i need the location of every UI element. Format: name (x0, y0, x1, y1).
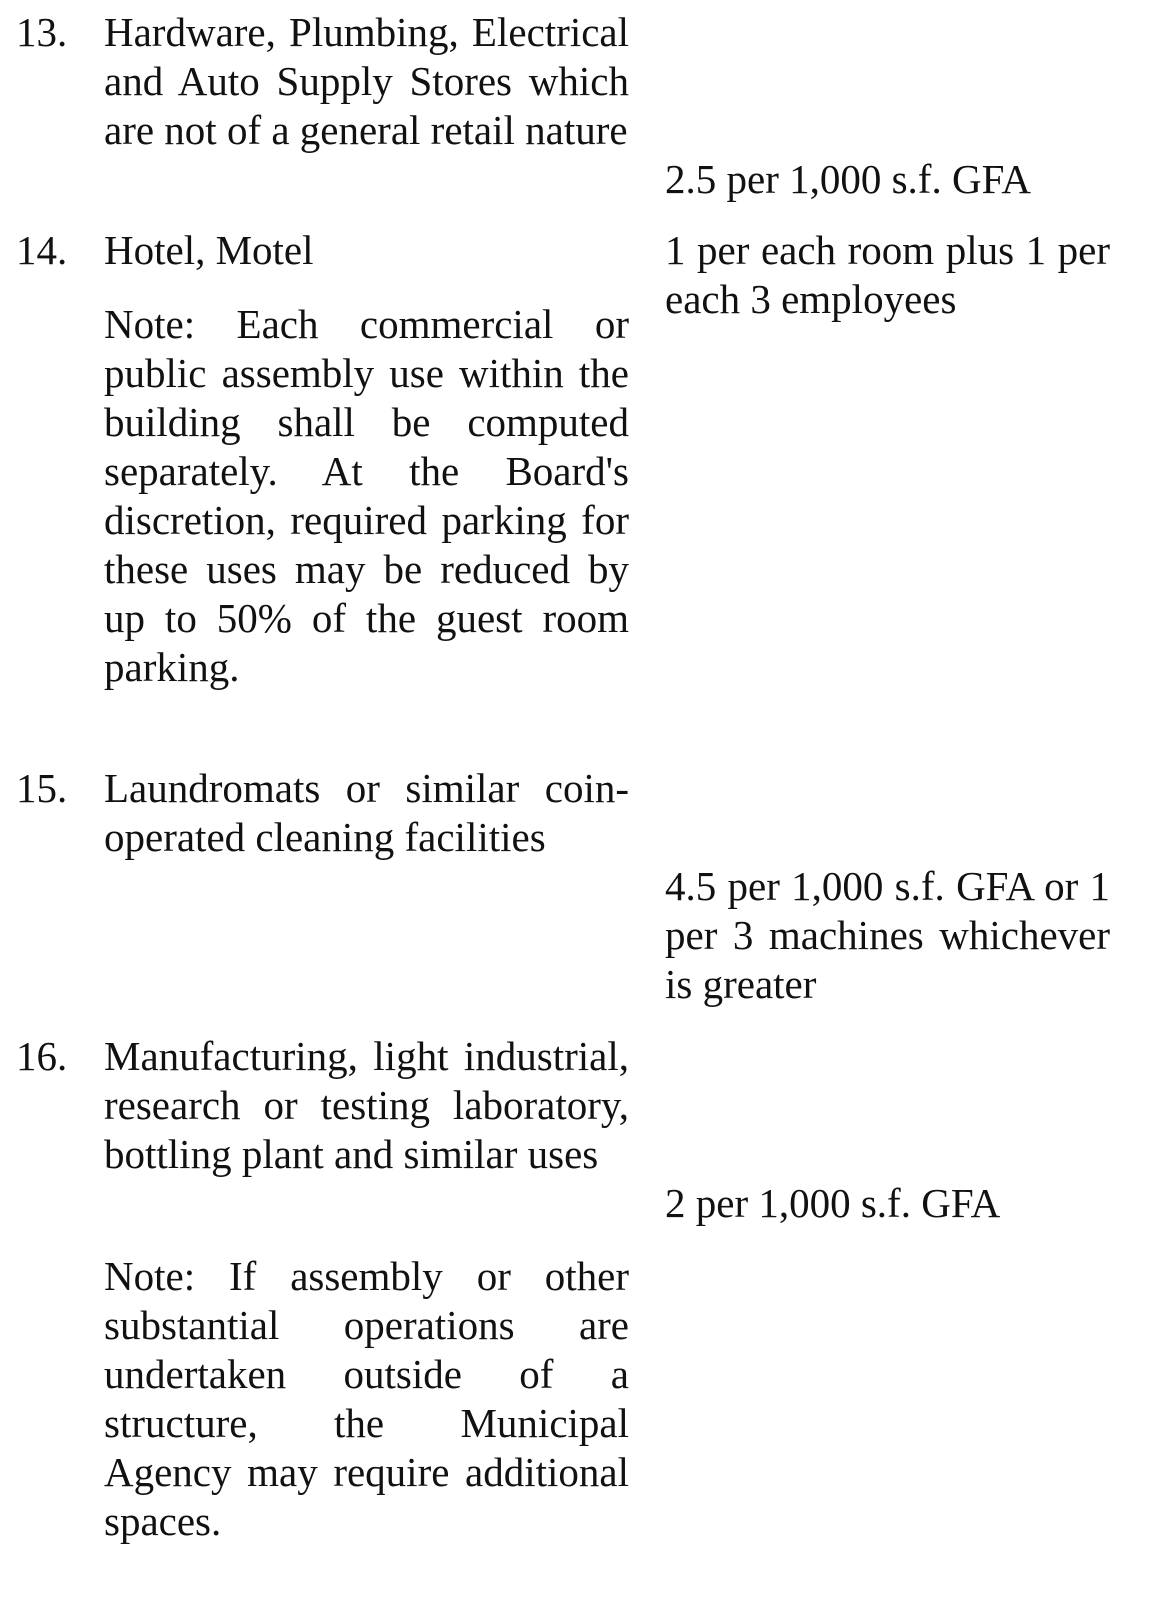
entry-requirement: 4.5 per 1,000 s.f. GFA or 1 per 3 machines whichever is greater (665, 863, 1110, 1007)
entry-number: 13. (16, 9, 68, 55)
entry-description (104, 8, 629, 155)
entry-note: Note: If assembly or other substantial operations are undertaken outside of a structure, the Municipal Agency may require additional spaces. (104, 1253, 629, 1544)
entry-note: Note: Each commercial or public assembly use within the building shall be computed separately. At the Board's discretion, required parking for these uses may be reduced by up to 50% of the guest room parking. (104, 301, 629, 690)
entry-description: Manufacturing, light industrial, research or testing laboratory, bottling plant and similar uses (104, 1033, 629, 1177)
entry-requirement: 2.5 per 1,000 s.f. GFA (665, 156, 1031, 202)
entry-requirement: 1 per each room plus 1 per each 3 employees (665, 227, 1110, 322)
entry-number: 15. (16, 765, 68, 811)
entry-number: 14. (16, 227, 68, 273)
entry-number: 16. (16, 1033, 68, 1079)
entry-description: Laundromats or similar coin-operated cleaning facilities (104, 765, 629, 860)
entry-description-text: Hardware, Plumbing, Electrical and Auto Supply Stores which are not of a general retail nature (104, 9, 629, 153)
entry-description: Hotel, Motel (104, 227, 314, 273)
entry-requirement: 2 per 1,000 s.f. GFA (665, 1180, 1001, 1226)
